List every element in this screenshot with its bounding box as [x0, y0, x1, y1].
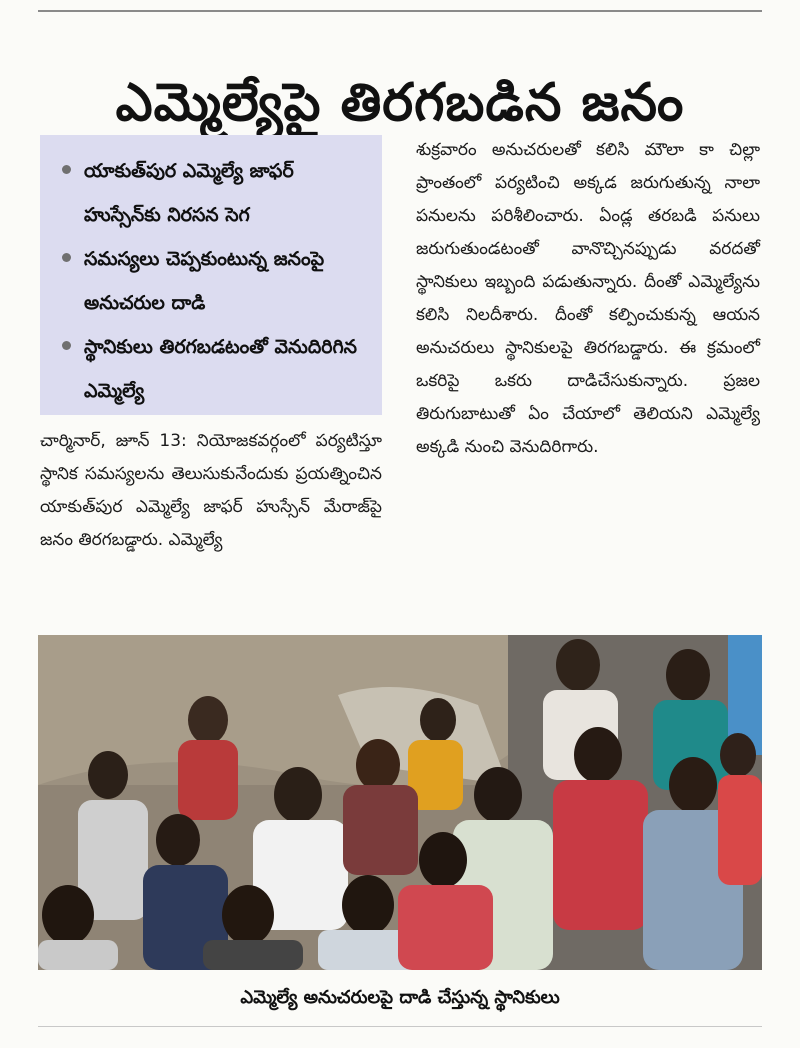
- highlight-item: [62, 237, 372, 325]
- bullet-icon: [62, 165, 71, 174]
- top-rule: [38, 10, 762, 12]
- highlight-item: [62, 149, 372, 237]
- article-text-left: చార్మినార్, జూన్ 13: నియోజకవర్గంలో పర్యటిస్తూ స్థానిక సమస్యలను తెలుసుకునేందుకు ప్రయత్నించిన యాకుత్‌పుర ఎమ్మెల్యే జాఫర్ హుస్సేన్ మేరాజ్‌పై జనం తిరగబడ్డారు. ఎమ్మెల్యే: [40, 431, 382, 550]
- photo-caption: ఎమ్మెల్యే అనుచరులపై దాడి చేస్తున్న స్థానికులు: [240, 987, 560, 1008]
- bottom-rule: [38, 1026, 762, 1027]
- highlights-list: [62, 149, 372, 413]
- highlight-text: స్థానికులు తిరగబడటంతో వెనుదిరిగిన ఎమ్మెల్యే: [84, 336, 357, 402]
- article-column-right: [416, 134, 760, 464]
- highlight-text: యాకుత్‌పుర ఎమ్మెల్యే జాఫర్ హుస్సేన్‌కు నిరసన సెగ: [84, 160, 294, 226]
- article-text-right: శుక్రవారం అనుచరులతో కలిసి మౌలా కా చిల్లా ప్రాంతంలో పర్యటించి అక్కడ జరుగుతున్న నాలా పనులను పరిశీలించారు. ఏండ్ల తరబడి పనులు జరుగుతుండటంతో వానొచ్చినప్పుడు వరదతో స్థానికులు ఇబ్బంది పడుతున్నారు. దీంతో ఎమ్మెల్యేను కలిసి నిలదీశారు. దీంతో కల్పించుకున్న ఆయన అనుచరులు స్థానికులపై తిరగబడ్డారు. ఈ క్రమంలో ఒకరిపై ఒకరు దాడిచేసుకున్నారు. ప్రజల తిరుగుబాటుతో ఏం చేయాలో తెలియని ఎమ్మెల్యే అక్కడి నుంచి వెనుదిరిగారు.: [416, 140, 760, 457]
- highlight-item: [62, 325, 372, 413]
- highlights-box: [40, 135, 382, 415]
- bullet-icon: [62, 341, 71, 350]
- article-column-left: [40, 425, 382, 557]
- bullet-icon: [62, 253, 71, 262]
- headline: ఎమ్మెల్యేపై తిరగబడిన జనం: [115, 72, 685, 133]
- highlight-text: సమస్యలు చెప్పకుంటున్న జనంపై అనుచరుల దాడి: [84, 248, 325, 314]
- news-photo: [38, 635, 762, 970]
